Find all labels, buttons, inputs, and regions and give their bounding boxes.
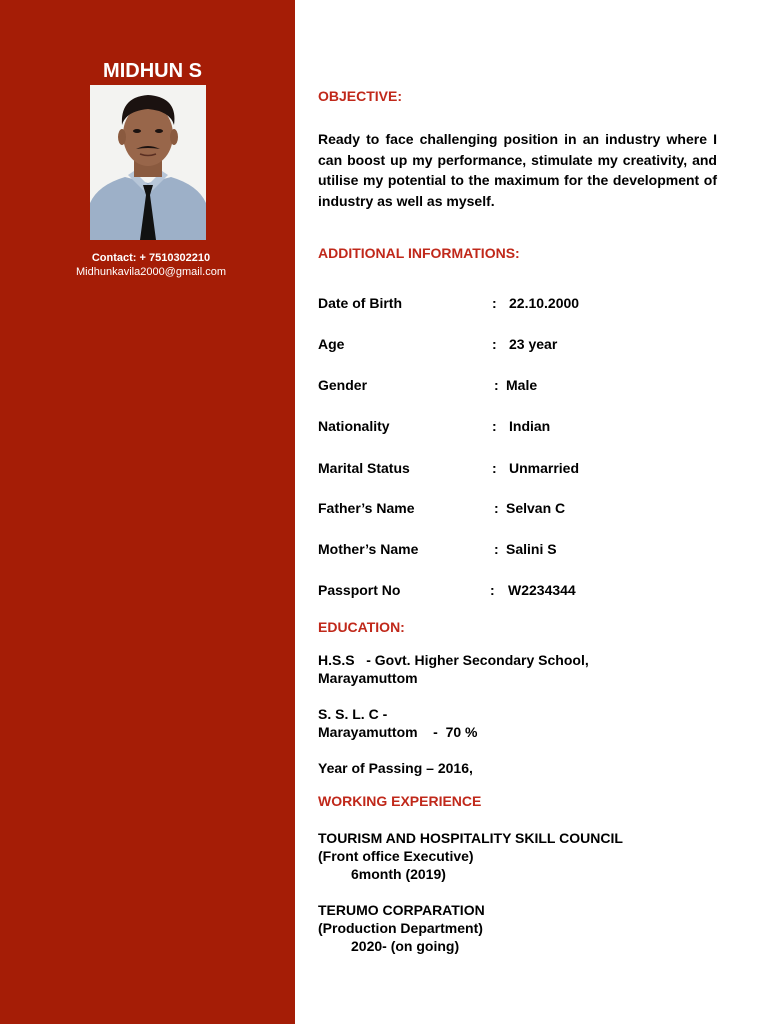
contact-info: [0, 251, 302, 279]
info-separator: :: [492, 460, 497, 476]
info-row-age: [318, 336, 718, 356]
education-hss-line1: H.S.S - Govt. Higher Secondary School,: [318, 652, 589, 668]
info-row-mother-name: [318, 541, 718, 561]
contact-email: Midhunkavila2000@gmail.com: [76, 266, 226, 278]
job-org: TERUMO CORPARATION: [318, 902, 485, 918]
info-separator: :: [492, 418, 497, 434]
info-label: Nationality: [318, 418, 390, 434]
info-separator: :: [494, 500, 499, 516]
info-label: Father’s Name: [318, 500, 415, 516]
education-passing-year: Year of Passing – 2016,: [318, 760, 473, 776]
experience-job-1: [318, 829, 623, 883]
info-value: W2234344: [508, 582, 576, 598]
info-value: Salini S: [506, 541, 557, 557]
experience-heading: WORKING EXPERIENCE: [318, 793, 482, 809]
objective-text: Ready to face challenging position in an industry where I can boost up my performance, stimulate my creativity, and utilise my potential to the maximum for the development of industry as well as myself.: [318, 131, 717, 209]
info-row-dob: [318, 295, 718, 315]
info-label: Date of Birth: [318, 295, 402, 311]
profile-photo: [90, 85, 206, 240]
info-label: Gender: [318, 377, 368, 393]
info-value: 22.10.2000: [509, 295, 580, 311]
education-hss-line2: Marayamuttom: [318, 670, 418, 686]
education-hss: [318, 651, 589, 687]
info-value: Male: [506, 377, 538, 393]
job-role: (Production Department): [318, 920, 483, 936]
info-label: Marital Status: [318, 460, 410, 476]
education-sslc-line1: S. S. L. C -: [318, 706, 388, 722]
info-value: Unmarried: [509, 460, 580, 476]
job-period: 6month (2019): [351, 866, 446, 882]
info-value: Selvan C: [506, 500, 566, 516]
education-sslc: [318, 705, 478, 741]
info-label: Mother’s Name: [318, 541, 419, 557]
info-separator: :: [492, 336, 497, 352]
info-row-passport: [318, 582, 718, 602]
objective-heading: OBJECTIVE:: [318, 88, 403, 104]
education-sslc-line2: Marayamuttom - 70 %: [318, 724, 478, 740]
info-value: Indian: [509, 418, 551, 434]
info-row-father-name: [318, 500, 718, 520]
info-row-marital-status: [318, 460, 718, 480]
job-org: TOURISM AND HOSPITALITY SKILL COUNCIL: [318, 830, 623, 846]
info-row-nationality: [318, 418, 718, 438]
info-separator: :: [494, 541, 499, 557]
candidate-name: MIDHUN S: [103, 60, 202, 82]
education-heading: EDUCATION:: [318, 619, 405, 635]
experience-job-2: [318, 901, 485, 955]
info-label: Age: [318, 336, 345, 352]
info-separator: :: [494, 377, 499, 393]
info-value: 23 year: [509, 336, 558, 352]
info-row-gender: [318, 377, 718, 397]
info-separator: :: [490, 582, 495, 598]
info-label: Passport No: [318, 582, 401, 598]
additional-info-heading: ADDITIONAL INFORMATIONS:: [318, 245, 520, 261]
job-period: 2020- (on going): [351, 938, 460, 954]
info-separator: :: [492, 295, 497, 311]
job-role: (Front office Executive): [318, 848, 474, 864]
contact-phone: Contact: + 7510302210: [91, 252, 211, 264]
